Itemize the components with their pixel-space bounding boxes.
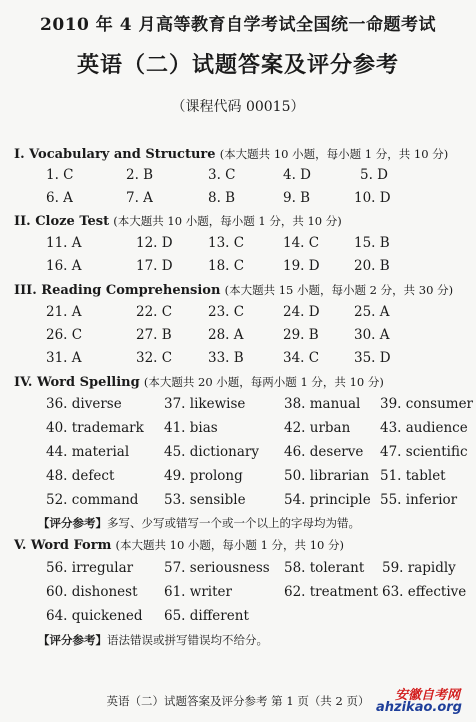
section-heading-spelling — [14, 374, 384, 390]
section-heading-word-form — [14, 537, 344, 553]
answer-item: 40. trademark — [46, 420, 144, 436]
answer-item: 14. C — [283, 235, 320, 251]
answer-item: 1. C — [46, 167, 74, 183]
answer-item: 21. A — [46, 304, 82, 320]
answer-item: 36. diverse — [46, 396, 122, 412]
answer-row — [0, 258, 476, 278]
section-score-note: (本大题共 20 小题，每两小题 1 分，共 10 分) — [143, 375, 384, 389]
answer-item: 15. B — [354, 235, 390, 251]
answer-item: 28. A — [208, 327, 244, 343]
answer-item: 32. C — [136, 350, 173, 366]
answer-item: 52. command — [46, 492, 139, 508]
answer-item: 47. scientific — [380, 444, 468, 460]
answer-item: 33. B — [208, 350, 244, 366]
section-title: V. Word Form — [14, 538, 112, 553]
section-title: I. Vocabulary and Structure — [14, 147, 216, 162]
answer-row — [0, 396, 476, 416]
scoring-note — [38, 632, 268, 648]
answer-row — [0, 304, 476, 324]
answer-item: 51. tablet — [380, 468, 446, 484]
answer-row — [0, 444, 476, 464]
answer-item: 6. A — [46, 190, 73, 206]
answer-row — [0, 190, 476, 210]
answer-item: 31. A — [46, 350, 82, 366]
answer-item: 23. C — [208, 304, 245, 320]
answer-item: 3. C — [208, 167, 236, 183]
scoring-note-text: 语法错误或拼写错误均不给分。 — [107, 633, 268, 647]
answer-item: 46. deserve — [284, 444, 364, 460]
answer-item: 9. B — [283, 190, 311, 206]
answer-item: 5. D — [360, 167, 388, 183]
answer-item: 26. C — [46, 327, 83, 343]
scoring-note-text: 多写、少写或错写一个或一个以上的字母均为错。 — [107, 516, 360, 530]
answer-item: 55. inferior — [380, 492, 458, 508]
answer-item: 17. D — [136, 258, 173, 274]
answer-item: 44. material — [46, 444, 130, 460]
answer-item: 11. A — [46, 235, 82, 251]
answer-item: 18. C — [208, 258, 245, 274]
answer-item: 58. tolerant — [284, 560, 365, 576]
answer-item: 41. bias — [164, 420, 218, 436]
answer-item: 22. C — [136, 304, 173, 320]
answer-item: 62. treatment — [284, 584, 379, 600]
answer-item: 50. librarian — [284, 468, 370, 484]
answer-row — [0, 584, 476, 604]
answer-item: 30. A — [354, 327, 390, 343]
section-title: II. Cloze Test — [14, 214, 110, 229]
section-score-note: (本大题共 10 小题，每小题 1 分，共 10 分) — [219, 147, 449, 161]
answer-row — [0, 560, 476, 580]
section-heading-vocabulary — [14, 146, 448, 162]
answer-item: 12. D — [136, 235, 173, 251]
answer-item: 25. A — [354, 304, 390, 320]
page-footer: 英语（二）试题答案及评分参考 第 1 页（共 2 页） — [106, 694, 370, 708]
answer-row — [0, 608, 476, 628]
answer-row — [0, 167, 476, 187]
section-score-note: (本大题共 15 小题，每小题 2 分，共 30 分) — [224, 283, 454, 297]
answer-item: 53. sensible — [164, 492, 246, 508]
answer-item: 60. dishonest — [46, 584, 138, 600]
answer-item: 49. prolong — [164, 468, 243, 484]
answer-item: 29. B — [283, 327, 319, 343]
answer-item: 10. D — [354, 190, 391, 206]
answer-item: 7. A — [126, 190, 153, 206]
answer-item: 42. urban — [284, 420, 351, 436]
watermark-site-name: 安徽自考网 — [394, 688, 460, 703]
answer-item: 59. rapidly — [382, 560, 456, 576]
document-title: 英语（二）试题答案及评分参考 — [76, 52, 399, 78]
answer-item: 38. manual — [284, 396, 361, 412]
answer-item: 54. principle — [284, 492, 371, 508]
answer-item: 8. B — [208, 190, 236, 206]
answer-item: 61. writer — [164, 584, 232, 600]
answer-item: 16. A — [46, 258, 82, 274]
answer-item: 24. D — [283, 304, 320, 320]
answer-item: 37. likewise — [164, 396, 246, 412]
answer-item: 45. dictionary — [164, 444, 259, 460]
answer-item: 27. B — [136, 327, 172, 343]
answer-item: 34. C — [283, 350, 320, 366]
answer-row — [0, 235, 476, 255]
answer-item: 13. C — [208, 235, 245, 251]
section-heading-cloze — [14, 213, 342, 229]
section-score-note: (本大题共 10 小题，每小题 1 分，共 10 分) — [115, 538, 344, 552]
course-code: （课程代码 00015） — [171, 99, 305, 115]
answer-item: 39. consumer — [380, 396, 474, 412]
answer-item: 57. seriousness — [164, 560, 270, 576]
scoring-note-label: 【评分参考】 — [38, 633, 107, 647]
answer-row — [0, 468, 476, 488]
scoring-note — [38, 515, 360, 531]
watermark-url: ahzikao.org — [376, 700, 462, 715]
answer-item: 48. defect — [46, 468, 115, 484]
scoring-note-label: 【评分参考】 — [38, 516, 107, 530]
section-score-note: (本大题共 10 小题，每小题 1 分，共 10 分) — [113, 214, 342, 228]
answer-item: 4. D — [283, 167, 311, 183]
section-title: III. Reading Comprehension — [14, 283, 221, 298]
answer-item: 20. B — [354, 258, 390, 274]
answer-item: 63. effective — [382, 584, 467, 600]
section-title: IV. Word Spelling — [14, 375, 140, 390]
section-heading-reading — [14, 282, 453, 298]
answer-row — [0, 420, 476, 440]
answer-item: 2. B — [126, 167, 154, 183]
exam-title: 2010 年 4 月高等教育自学考试全国统一命题考试 — [40, 15, 436, 35]
answer-item: 65. different — [164, 608, 249, 624]
answer-item: 43. audience — [380, 420, 468, 436]
answer-item: 19. D — [283, 258, 320, 274]
answer-item: 56. irregular — [46, 560, 134, 576]
answer-row — [0, 492, 476, 512]
answer-row — [0, 327, 476, 347]
answer-row — [0, 350, 476, 370]
answer-item: 64. quickened — [46, 608, 143, 624]
answer-item: 35. D — [354, 350, 391, 366]
